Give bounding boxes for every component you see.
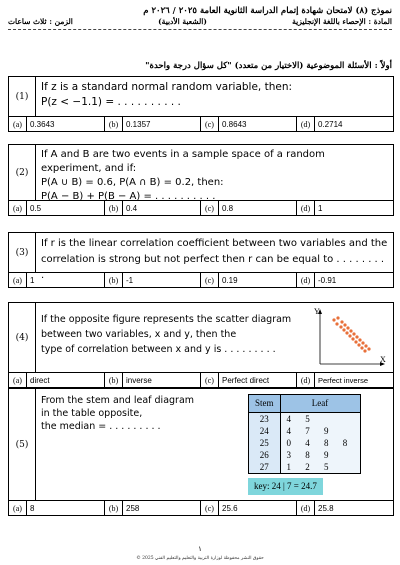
option-a[interactable]: (a) 0.5 bbox=[9, 201, 105, 215]
question-2 bbox=[8, 144, 394, 216]
exam-title: نموذج (٨) لامتحان شهادة إتمام الدراسة الثانوية العامة ٢٠٢٥ / ٢٠٢٦ م bbox=[143, 6, 392, 16]
options-row bbox=[9, 373, 393, 387]
table-row: 25 0 4 8 8 bbox=[249, 437, 361, 449]
scatter-point bbox=[363, 349, 366, 352]
scatter-point bbox=[355, 335, 358, 338]
scatter-point bbox=[349, 329, 352, 332]
exam-header bbox=[8, 6, 392, 30]
stem-leaf-key: key: 24 | 7 = 24.7 bbox=[248, 478, 323, 495]
question-text bbox=[36, 77, 393, 116]
question-4 bbox=[8, 302, 394, 388]
scatter-point bbox=[360, 346, 363, 349]
option-c[interactable]: (c) Perfect direct bbox=[201, 373, 297, 387]
question-number: (5) bbox=[9, 389, 36, 500]
question-line: If A and B are two events in a sample space of a random experiment, and if: bbox=[41, 149, 325, 174]
scatter-point bbox=[367, 347, 370, 350]
scatter-point bbox=[340, 320, 343, 323]
option-b[interactable]: (b) inverse bbox=[105, 373, 201, 387]
option-b[interactable]: (b) 0.4 bbox=[105, 201, 201, 215]
question-text bbox=[36, 303, 393, 372]
scatter-point bbox=[361, 341, 364, 344]
question-3 bbox=[8, 232, 394, 288]
exam-info-row bbox=[8, 17, 392, 27]
scatter-point bbox=[345, 331, 348, 334]
option-b[interactable]: (b) 258 bbox=[105, 501, 201, 515]
question-line: From the stem and leaf diagram bbox=[41, 395, 195, 406]
branch-label: (الشعبة الأدبية) bbox=[158, 17, 207, 26]
question-5 bbox=[8, 388, 394, 516]
question-number: (1) bbox=[9, 77, 36, 116]
option-c[interactable]: (c) 25.6 bbox=[201, 501, 297, 515]
scatter-point bbox=[358, 338, 361, 341]
scatter-point bbox=[342, 328, 345, 331]
option-d[interactable]: (d) -0.91 bbox=[297, 273, 393, 287]
y-axis-label: Y bbox=[314, 307, 320, 316]
table-row: 24 4 7 9 bbox=[249, 425, 361, 437]
option-a[interactable]: (a) direct bbox=[9, 373, 105, 387]
scatter-point bbox=[343, 323, 346, 326]
time-label: الزمن : ثلاث ساعات bbox=[8, 17, 73, 26]
question-line: type of correlation between x and y is . . . . . . . . . bbox=[41, 344, 276, 355]
option-a[interactable]: (a) 8 bbox=[9, 501, 105, 515]
question-line: If the opposite figure represents the scatter diagram bbox=[41, 314, 292, 325]
scatter-point bbox=[351, 337, 354, 340]
table-row: 26 3 8 9 bbox=[249, 449, 361, 461]
scatter-point bbox=[336, 316, 339, 319]
x-axis-label: X bbox=[380, 355, 386, 364]
option-b[interactable]: (b) 0.1357 bbox=[105, 117, 201, 131]
stem-header: Stem bbox=[249, 395, 281, 413]
option-d[interactable]: (d) 0.2714 bbox=[297, 117, 393, 131]
options-row bbox=[9, 117, 393, 131]
question-1 bbox=[8, 76, 394, 132]
question-line: the median = . . . . . . . . . bbox=[41, 421, 161, 432]
question-line: P(A ∪ B) = 0.6, P(A ∩ B) = 0.2, then: bbox=[41, 177, 224, 188]
stem-leaf-table bbox=[248, 394, 361, 474]
options-row bbox=[9, 273, 393, 287]
options-row bbox=[9, 501, 393, 515]
question-text bbox=[36, 389, 393, 500]
scatter-point bbox=[335, 322, 338, 325]
option-c[interactable]: (c) 0.19 bbox=[201, 273, 297, 287]
option-c[interactable]: (c) 0.8643 bbox=[201, 117, 297, 131]
section-title: أولاً : الأسئلة الموضوعية (الاختيار من متعدد) "كل سؤال درجة واحدة" bbox=[145, 61, 392, 71]
scatter-point bbox=[346, 326, 349, 329]
question-text bbox=[36, 145, 393, 200]
option-b[interactable]: (b) -1 bbox=[105, 273, 201, 287]
scatter-diagram bbox=[312, 306, 388, 368]
question-line: correlation is strong but not perfect then r can be equal to . . . . . . . . . bbox=[41, 254, 385, 281]
scatter-point bbox=[348, 334, 351, 337]
subject-label: المادة : الإحصاء باللغة الإنجليزية bbox=[292, 17, 392, 26]
option-d[interactable]: (d) 1 bbox=[297, 201, 393, 215]
option-a[interactable]: (a) 1 bbox=[9, 273, 105, 287]
options-row bbox=[9, 201, 393, 215]
table-row: 27 1 2 5 bbox=[249, 461, 361, 474]
copyright-footer: حقوق النشر محفوظة لوزارة التربية والتعليم والتعليم الفني 2025 © bbox=[136, 556, 264, 561]
option-d[interactable]: (d) 25.8 bbox=[297, 501, 393, 515]
scatter-point bbox=[364, 344, 367, 347]
scatter-point bbox=[354, 340, 357, 343]
question-line: P(z < −1.1) = . . . . . . . . . . bbox=[41, 96, 181, 108]
option-a[interactable]: (a) 0.3643 bbox=[9, 117, 105, 131]
question-number: (4) bbox=[9, 303, 36, 372]
question-line: between two variables, x and y, then the bbox=[41, 329, 237, 340]
question-number: (2) bbox=[9, 145, 36, 200]
scatter-points bbox=[332, 316, 370, 352]
option-d[interactable]: (d) Perfect inverse bbox=[297, 373, 393, 387]
question-line: If z is a standard normal random variable, then: bbox=[41, 81, 293, 93]
scatter-point bbox=[357, 343, 360, 346]
page-number: ١ bbox=[198, 545, 202, 553]
question-number: (3) bbox=[9, 233, 36, 272]
question-line: in the table opposite, bbox=[41, 408, 143, 419]
scatter-point bbox=[352, 332, 355, 335]
stem-leaf-figure bbox=[248, 392, 388, 497]
question-line: P(A − B) + P(B − A) = . . . . . . . . . . bbox=[41, 191, 216, 202]
scatter-point bbox=[339, 325, 342, 328]
leaf-header: Leaf bbox=[280, 395, 360, 413]
question-line: If r is the linear correlation coefficient between two variables and the bbox=[41, 238, 388, 249]
header-divider bbox=[8, 29, 392, 30]
scatter-point bbox=[332, 318, 335, 321]
table-row: 23 4 5 bbox=[249, 413, 361, 426]
option-c[interactable]: (c) 0.8 bbox=[201, 201, 297, 215]
